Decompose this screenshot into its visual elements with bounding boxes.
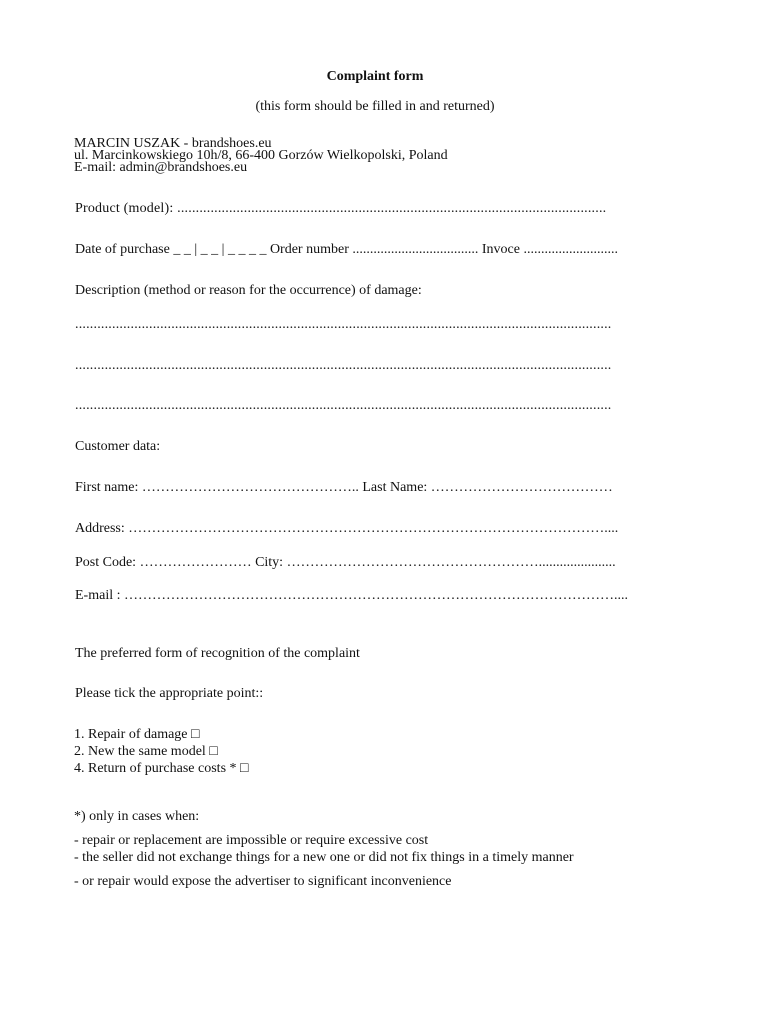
form-title: Complaint form — [326, 69, 424, 84]
email-field: E-mail : …………………………………………………………………………………………….... — [75, 588, 628, 603]
footnote-item: - or repair would expose the advertiser to significant inconvenience — [74, 874, 452, 889]
footnote-item: - the seller did not exchange things for a new one or did not fix things in a timely manner — [74, 850, 574, 865]
postcode-city-field: Post Code: …………………… City: ………………………………………………...................... — [75, 555, 616, 570]
description-line: ................................................................................................................................................. — [75, 358, 612, 373]
option-return-costs: 4. Return of purchase costs * □ — [74, 761, 249, 776]
option-repair: 1. Repair of damage □ — [74, 727, 200, 742]
preferred-form-label: The preferred form of recognition of the complaint — [75, 646, 360, 661]
description-label: Description (method or reason for the occurrence) of damage: — [75, 283, 422, 298]
seller-address: ul. Marcinkowskiego 10h/8, 66-400 Gorzów Wielkopolski, Poland — [74, 148, 448, 163]
seller-email: E-mail: admin@brandshoes.eu — [74, 160, 248, 175]
option-new-model: 2. New the same model □ — [74, 744, 218, 759]
footnote-title: *) only in cases when: — [74, 809, 200, 824]
name-field: First name: ……………………………………….. Last Name: ………………………………… — [75, 480, 613, 495]
customer-data-label: Customer data: — [75, 439, 161, 454]
seller-name: MARCIN USZAK - brandshoes.eu — [74, 136, 272, 151]
tick-instruction: Please tick the appropriate point:: — [75, 686, 264, 701]
purchase-details-field: Date of purchase _ _ | _ _ | _ _ _ _ Order number .................................... Invoce ........................... — [75, 242, 618, 257]
description-line: ................................................................................................................................................. — [75, 398, 612, 413]
address-field: Address: ………………………………………………………………………………………….... — [75, 521, 619, 536]
product-model-field: Product (model): .................................................................................................................... — [75, 201, 607, 216]
description-line: ................................................................................................................................................. — [75, 317, 612, 332]
footnote-item: - repair or replacement are impossible or require excessive cost — [74, 833, 429, 848]
form-subtitle: (this form should be filled in and returned) — [255, 99, 495, 114]
